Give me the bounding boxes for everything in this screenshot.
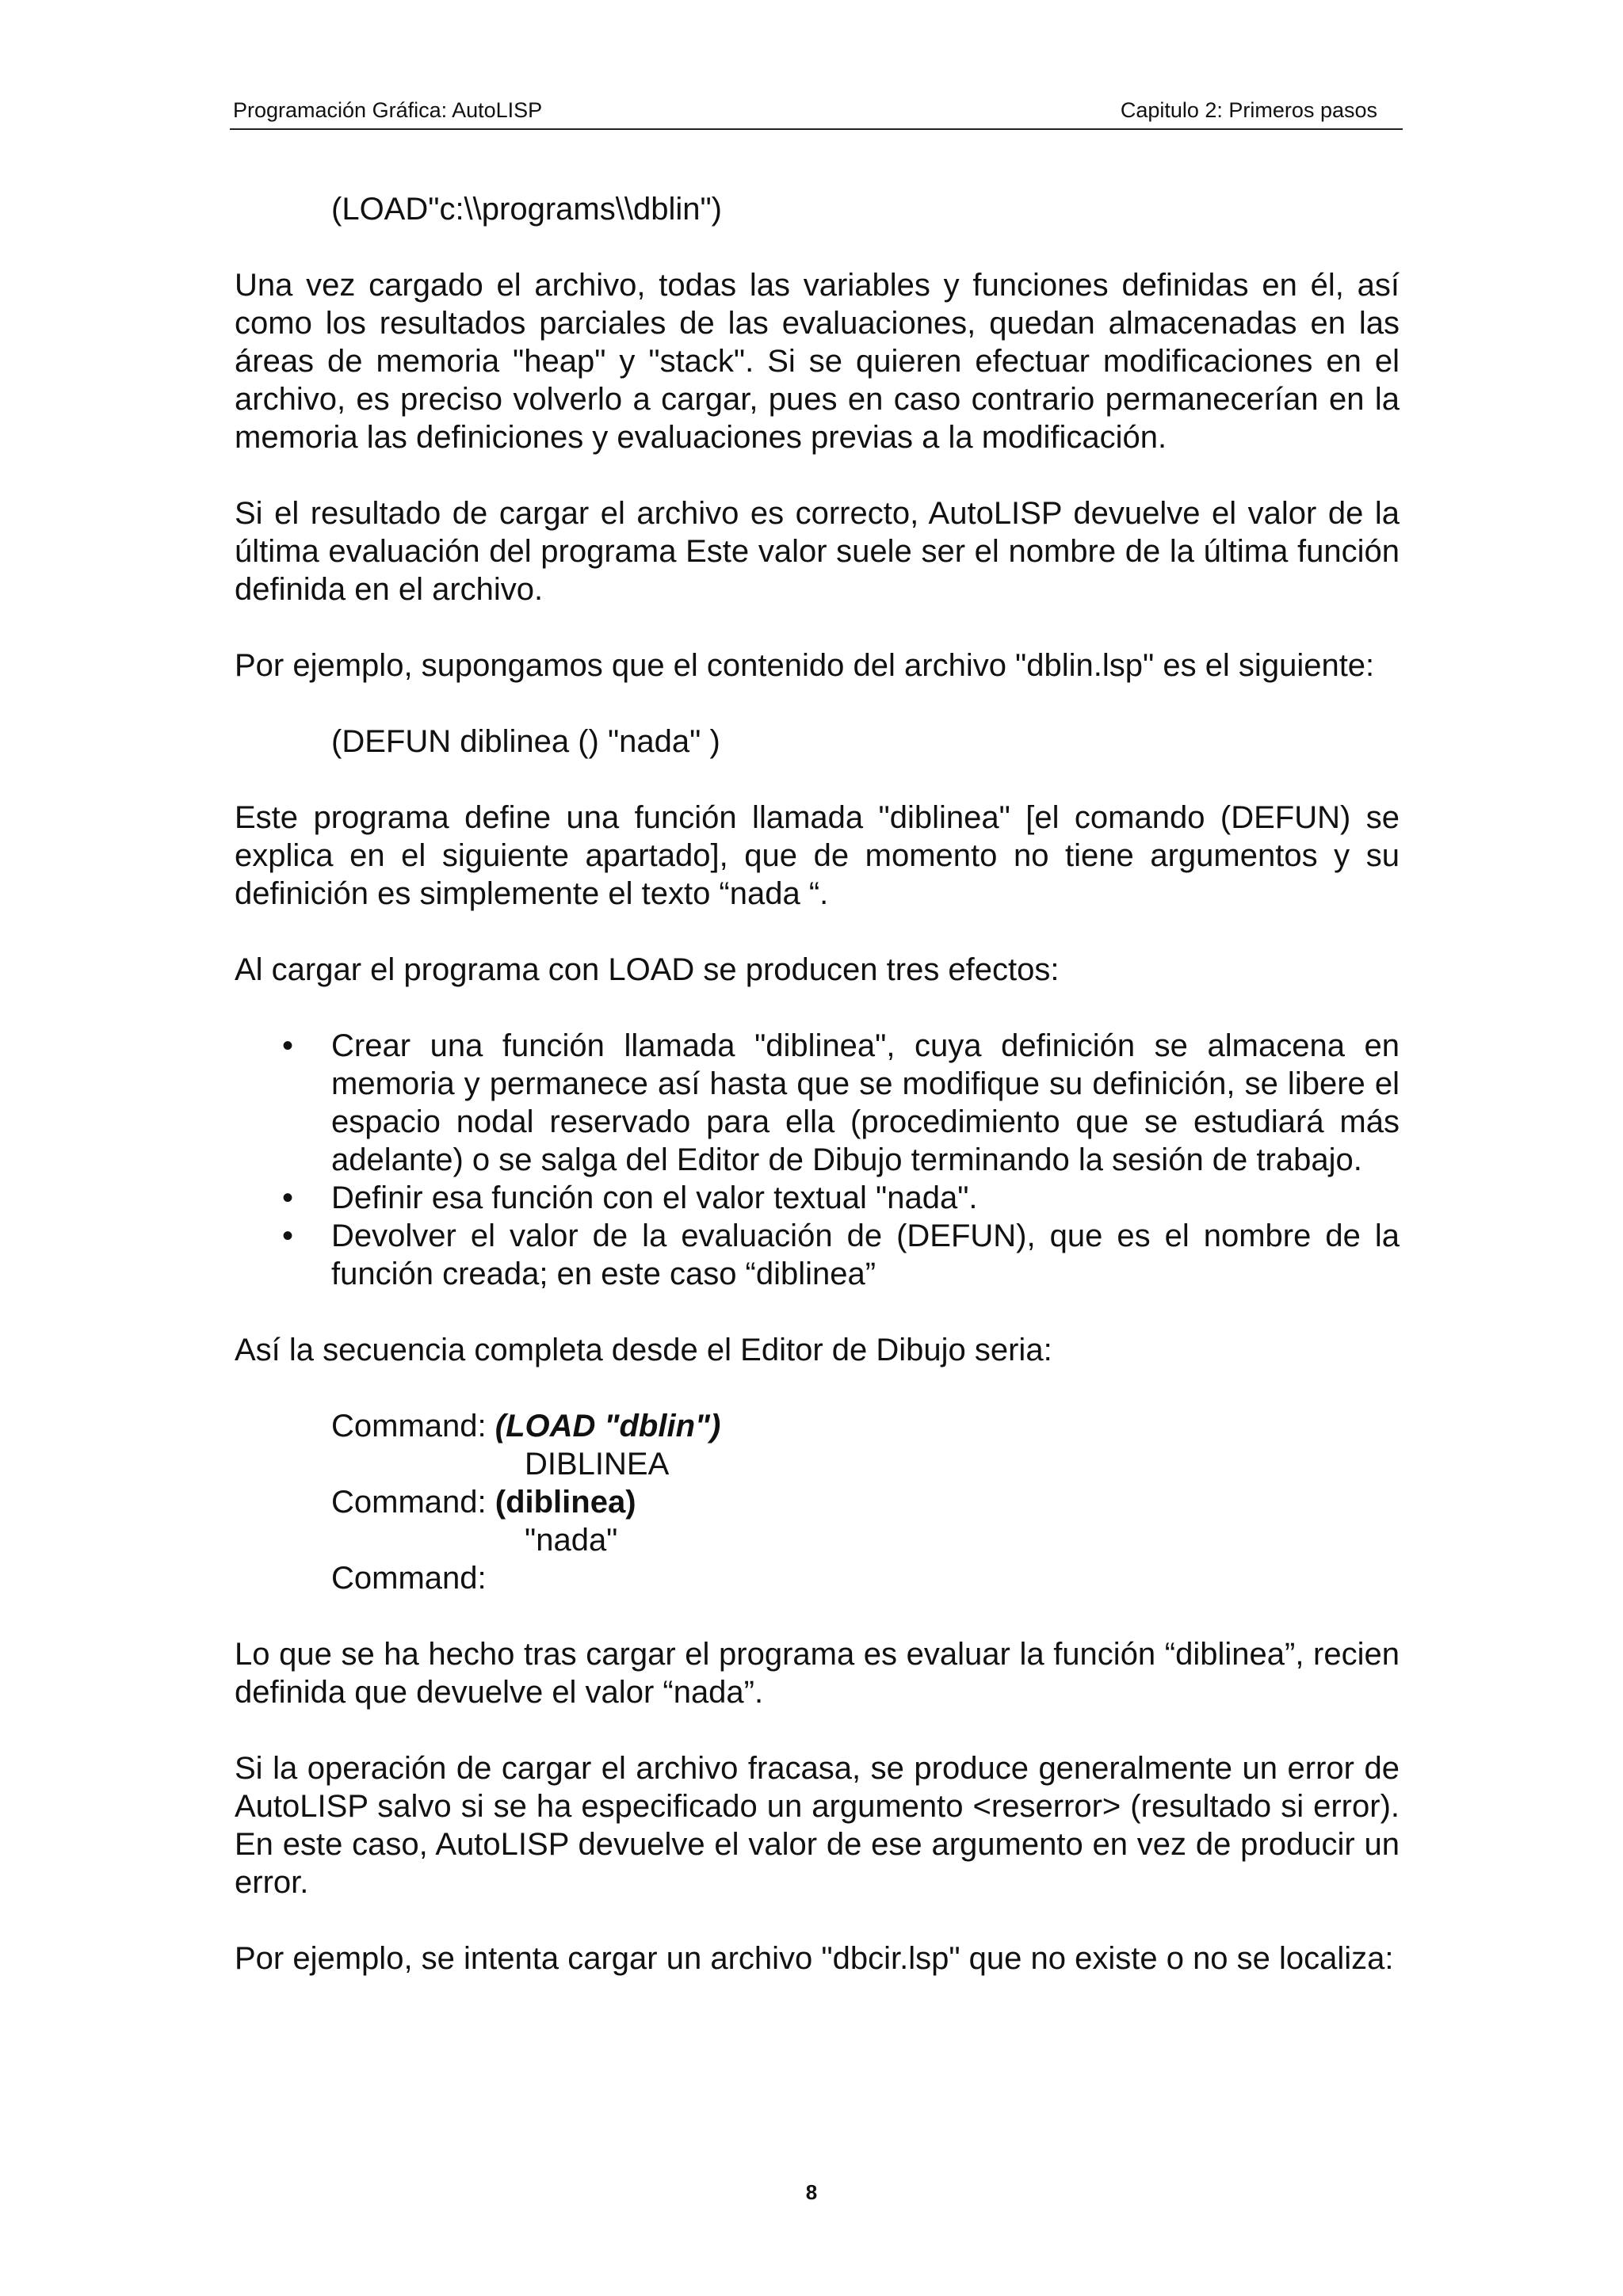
paragraph-program-explanation: Este programa define una función llamada "diblinea" [el comando (DEFUN) se explica en el siguiente apartado], que de momento no tiene argumentos y su definición es simplemente el texto “nada “. bbox=[235, 800, 1400, 911]
paragraph-three-effects: Al cargar el programa con LOAD se producen tres efectos: bbox=[235, 952, 1060, 987]
paragraph-load-result: Si el resultado de cargar el archivo es correcto, AutoLISP devuelve el valor de la última evaluación del programa Este valor suele ser el nombre de la última función definida en el archivo. bbox=[235, 496, 1400, 607]
command-prompt: Command: bbox=[331, 1409, 495, 1444]
command-line-2 bbox=[331, 1483, 1400, 1521]
command-sequence-block bbox=[235, 1407, 1400, 1597]
header-book-title: Programación Gráfica: AutoLISP bbox=[233, 98, 543, 122]
bullet-icon: • bbox=[282, 1219, 294, 1253]
paragraph-example-intro: Por ejemplo, supongamos que el contenido del archivo "dblin.lsp" es el siguiente: bbox=[235, 648, 1375, 683]
paragraph-failure-example: Por ejemplo, se intenta cargar un archivo "dbcir.lsp" que no existe o no se localiza: bbox=[235, 1941, 1394, 1976]
command-output-2: "nada" bbox=[525, 1523, 618, 1558]
bullet-text: Definir esa función con el valor textual "nada". bbox=[331, 1180, 978, 1215]
list-item bbox=[235, 1027, 1400, 1179]
command-input-diblinea: (diblinea) bbox=[495, 1485, 636, 1520]
command-prompt: Command: bbox=[331, 1485, 495, 1520]
header-chapter-title: Capitulo 2: Primeros pasos bbox=[1120, 98, 1377, 122]
list-item bbox=[235, 1217, 1400, 1293]
load-path-code-example bbox=[235, 190, 1400, 228]
command-line-1 bbox=[331, 1407, 1400, 1445]
effects-bullet-list bbox=[235, 1027, 1400, 1293]
bullet-text: Crear una función llamada "diblinea", cuya definición se almacena en memoria y permanece así hasta que se modifique su definición, se libere el espacio nodal reservado para ella (procedimiento que se estudiará más adelante) o se salga del Editor de Dibujo terminando la sesión de trabajo. bbox=[331, 1028, 1400, 1177]
page-number: 8 bbox=[805, 2180, 818, 2204]
defun-code-example bbox=[235, 723, 1400, 761]
load-path-line: (LOAD"c:\\programs\\dblin") bbox=[331, 192, 722, 227]
paragraph-memory-areas: Una vez cargado el archivo, todas las variables y funciones definidas en él, así como los resultados parciales de las evaluaciones, quedan almacenadas en las áreas de memoria "heap" y "stack". Si se quieren efectuar modificaciones en el archivo, es preciso volverlo a cargar, pues en caso contrario permanecerían en la memoria las definiciones y evaluaciones previas a la modificación. bbox=[235, 268, 1400, 455]
paragraph-sequence-intro: Así la secuencia completa desde el Editor de Dibujo seria: bbox=[235, 1333, 1052, 1367]
page-header bbox=[230, 93, 1403, 130]
bullet-text: Devolver el valor de la evaluación de (DEFUN), que es el nombre de la función creada; en este caso “diblinea” bbox=[331, 1219, 1400, 1291]
bullet-icon: • bbox=[282, 1180, 294, 1215]
command-input-load: (LOAD "dblin") bbox=[495, 1409, 721, 1444]
command-line-3: Command: bbox=[331, 1561, 487, 1596]
list-item bbox=[235, 1179, 1400, 1217]
defun-line: (DEFUN diblinea () "nada" ) bbox=[331, 724, 720, 759]
paragraph-load-failure: Si la operación de cargar el archivo fracasa, se produce generalmente un error de AutoLISP salvo si se ha especificado un argumento <reserror> (resultado si error). En este caso, AutoLISP devuelve el valor de ese argumento en vez de producir un error. bbox=[235, 1751, 1400, 1900]
command-output-1: DIBLINEA bbox=[525, 1447, 670, 1482]
paragraph-evaluation-result: Lo que se ha hecho tras cargar el programa es evaluar la función “diblinea”, recien definida que devuelve el valor “nada”. bbox=[235, 1637, 1400, 1710]
bullet-icon: • bbox=[282, 1028, 294, 1063]
page-body bbox=[235, 190, 1400, 2016]
